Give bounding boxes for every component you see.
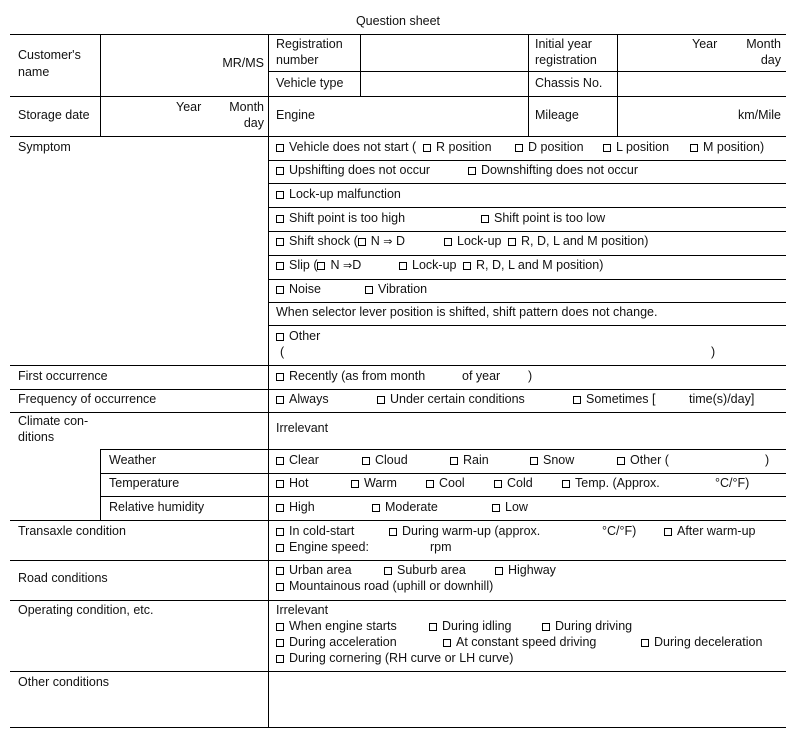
col-main: [268, 34, 269, 728]
checkbox-moderate[interactable]: [372, 504, 380, 512]
road-mountainous-text: Mountainous road (uphill or downhill): [289, 579, 494, 593]
weather-rain-text: Rain: [463, 453, 489, 467]
checkbox-shift-high[interactable]: [276, 215, 284, 223]
mileage-label: Mileage: [535, 108, 579, 122]
weather-clear-text: Clear: [289, 453, 319, 467]
rule-s4: [268, 231, 786, 232]
symptom-shift-high-text: Shift point is too high: [289, 211, 406, 225]
chassis-no-label: Chassis No.: [535, 76, 603, 90]
rule-bottom: [10, 727, 786, 728]
symptom-other: [276, 328, 320, 344]
first-occurrence-recently: [276, 368, 425, 384]
symptom-slip-lockup-text: Lock-up: [412, 258, 457, 272]
checkbox-slip-n-d[interactable]: [317, 262, 325, 270]
symptom-vibration-text: Vibration: [378, 282, 428, 296]
checkbox-idling[interactable]: [429, 623, 437, 631]
weather-other: [617, 452, 669, 468]
checkbox-engine-starts[interactable]: [276, 623, 284, 631]
weather-clear: [276, 452, 319, 468]
symptom-shift-shock: [276, 233, 405, 250]
checkbox-cold-start[interactable]: [276, 528, 284, 536]
km-mile: km/Mile: [737, 108, 781, 122]
checkbox-no-start[interactable]: [276, 144, 284, 152]
operating-cornering: [276, 650, 513, 666]
symptom-d-position-text: D position: [528, 140, 584, 154]
symptom-slip-text: Slip (: [289, 258, 318, 272]
rule-s2: [268, 183, 786, 184]
symptom-slip: [276, 257, 361, 274]
checkbox-driving[interactable]: [542, 623, 550, 631]
checkbox-downshift[interactable]: [468, 167, 476, 175]
climate-label-2: ditions: [18, 430, 55, 444]
col-climate-sub: [100, 449, 101, 520]
checkbox-deceleration[interactable]: [641, 639, 649, 647]
humidity-low: [492, 499, 528, 515]
road-suburb: [384, 562, 466, 578]
checkbox-suburb[interactable]: [384, 567, 392, 575]
rule-s1: [268, 160, 786, 161]
vehicle-type-label: Vehicle type: [276, 76, 344, 90]
rule-s6: [268, 279, 786, 280]
operating-driving-text: During driving: [555, 619, 633, 633]
checkbox-slip-lockup[interactable]: [399, 262, 407, 270]
checkbox-weather-other[interactable]: [617, 457, 625, 465]
symptom-other-open: (: [280, 345, 285, 359]
operating-acceleration: [276, 634, 397, 650]
operating-irrelevant: Irrelevant: [276, 603, 329, 617]
frequency-label: Frequency of occurrence: [18, 392, 157, 406]
symptom-shock-lockup: [444, 233, 501, 249]
checkbox-l-position[interactable]: [603, 144, 611, 152]
rule-storage: [10, 96, 786, 97]
engine-label: Engine: [276, 108, 315, 122]
checkbox-r-position[interactable]: [423, 144, 431, 152]
col-init: [528, 34, 529, 136]
temp-warm: [351, 475, 397, 491]
transaxle-engine-speed: [276, 539, 369, 555]
checkbox-low[interactable]: [492, 504, 500, 512]
symptom-downshift: [468, 162, 638, 178]
transaxle-cold-start: [276, 523, 354, 539]
temp-warm-text: Warm: [364, 476, 397, 490]
transaxle-after-warm-up-text: After warm-up: [677, 524, 756, 538]
weather-cloud-text: Cloud: [375, 453, 408, 467]
storage-year: Year: [176, 100, 202, 114]
checkbox-cold[interactable]: [494, 480, 502, 488]
symptom-slip-rdlm-text: R, D, L and M position): [476, 258, 604, 272]
operating-deceleration-text: During deceleration: [654, 635, 763, 649]
operating-idling: [429, 618, 511, 634]
symptom-other-text: Other: [289, 329, 321, 343]
rule-climate: [10, 412, 786, 413]
symptom-vibration: [365, 281, 427, 297]
checkbox-shift-low[interactable]: [481, 215, 489, 223]
checkbox-high[interactable]: [276, 504, 284, 512]
rule-vehicle: [268, 71, 786, 72]
slip-n: N: [330, 258, 340, 272]
checkbox-warm-up[interactable]: [389, 528, 397, 536]
temp-cold: [494, 475, 533, 491]
rule-s5: [268, 255, 786, 256]
checkbox-acceleration[interactable]: [276, 639, 284, 647]
symptom-shock-lockup-text: Lock-up: [457, 234, 502, 248]
shock-n: N: [370, 234, 380, 248]
humidity-label: Relative humidity: [109, 500, 205, 514]
operating-constant-speed: [443, 634, 596, 650]
initial-year-label-1: Initial year: [535, 37, 592, 51]
road-mountainous: [276, 578, 493, 594]
operating-idling-text: During idling: [442, 619, 512, 633]
checkbox-shift-shock[interactable]: [276, 238, 284, 246]
operating-acceleration-text: During acceleration: [289, 635, 397, 649]
road-highway-text: Highway: [508, 563, 556, 577]
checkbox-slip-rdlm[interactable]: [463, 262, 471, 270]
registration-label-2: number: [276, 53, 319, 67]
symptom-downshift-text: Downshifting does not occur: [481, 163, 639, 177]
weather-snow: [530, 452, 574, 468]
slip-d: D: [352, 258, 362, 272]
checkbox-certain-conditions[interactable]: [377, 396, 385, 404]
rule-transaxle: [10, 520, 786, 521]
storage-date-label: Storage date: [18, 108, 90, 122]
checkbox-shock-lockup[interactable]: [444, 238, 452, 246]
temp-unit: °C/°F): [715, 476, 750, 490]
operating-label: Operating condition, etc.: [18, 603, 154, 617]
checkbox-vibration[interactable]: [365, 286, 373, 294]
operating-constant-speed-text: At constant speed driving: [456, 635, 597, 649]
transaxle-warm-up: [389, 523, 540, 539]
checkbox-temp-approx[interactable]: [562, 480, 570, 488]
symptom-upshift: [276, 162, 430, 178]
frequency-times-day: time(s)/day]: [689, 392, 755, 406]
checkbox-after-warm-up[interactable]: [664, 528, 672, 536]
symptom-no-start-text: Vehicle does not start (: [289, 140, 417, 154]
first-occurrence-year: of year: [462, 369, 501, 383]
checkbox-cool[interactable]: [426, 480, 434, 488]
shock-d: D: [396, 234, 406, 248]
temp-cool: [426, 475, 465, 491]
symptom-shift-shock-text: Shift shock (: [289, 234, 358, 248]
weather-other-text: Other (: [630, 453, 669, 467]
customer-name-label-2: name: [18, 65, 50, 79]
operating-engine-starts-text: When engine starts: [289, 619, 397, 633]
initial-year-label-2: registration: [535, 53, 597, 67]
temp-hot: [276, 475, 308, 491]
transaxle-engine-speed-text: Engine speed:: [289, 540, 369, 554]
symptom-r-position-text: R position: [436, 140, 492, 154]
checkbox-warm[interactable]: [351, 480, 359, 488]
rule-humidity: [100, 496, 786, 497]
symptom-shock-rdlm: [508, 233, 648, 249]
symptom-slip-rdlm: [463, 257, 603, 273]
humidity-moderate: [372, 499, 438, 515]
checkbox-shock-n-d[interactable]: [358, 238, 366, 246]
weather-rain: [450, 452, 489, 468]
checkbox-highway[interactable]: [495, 567, 503, 575]
symptom-slip-lockup: [399, 257, 456, 273]
rule-other: [10, 671, 786, 672]
road-highway: [495, 562, 556, 578]
temp-approx-text: Temp. (Approx.: [575, 476, 660, 490]
operating-driving: [542, 618, 632, 634]
first-occurrence-recently-text: Recently (as from month: [289, 369, 426, 383]
checkbox-engine-speed[interactable]: [276, 544, 284, 552]
road-label: Road conditions: [18, 571, 108, 585]
transaxle-rpm: rpm: [430, 540, 452, 554]
symptom-m-position-text: M position): [703, 140, 765, 154]
frequency-always: [276, 391, 329, 407]
frequency-always-text: Always: [289, 392, 329, 406]
humidity-low-text: Low: [505, 500, 528, 514]
operating-engine-starts: [276, 618, 397, 634]
frequency-certain: [377, 391, 525, 407]
symptom-shock-rdlm-text: R, D, L and M position): [521, 234, 649, 248]
weather-snow-text: Snow: [543, 453, 575, 467]
checkbox-cloud[interactable]: [362, 457, 370, 465]
checkbox-sometimes[interactable]: [573, 396, 581, 404]
symptom-lockup: [276, 186, 401, 202]
registration-label-1: Registration: [276, 37, 343, 51]
checkbox-m-position[interactable]: [690, 144, 698, 152]
arrow-right-icon: ⇒: [343, 259, 353, 272]
weather-cloud: [362, 452, 408, 468]
mr-ms: MR/MS: [222, 56, 264, 70]
humidity-high: [276, 499, 315, 515]
checkbox-hot[interactable]: [276, 480, 284, 488]
symptom-l-position-text: L position: [616, 140, 670, 154]
checkbox-shock-rdlm[interactable]: [508, 238, 516, 246]
transaxle-label: Transaxle condition: [18, 524, 126, 538]
first-occurrence-label: First occurrence: [18, 369, 108, 383]
checkbox-slip[interactable]: [276, 262, 284, 270]
checkbox-lockup[interactable]: [276, 191, 284, 199]
symptom-upshift-text: Upshifting does not occur: [289, 163, 431, 177]
humidity-high-text: High: [289, 500, 315, 514]
road-suburb-text: Suburb area: [397, 563, 466, 577]
symptom-noise-text: Noise: [289, 282, 321, 296]
checkbox-urban[interactable]: [276, 567, 284, 575]
rule-first: [10, 365, 786, 366]
checkbox-cornering[interactable]: [276, 655, 284, 663]
rule-temperature: [100, 473, 786, 474]
storage-day: day: [243, 116, 264, 130]
temp-hot-text: Hot: [289, 476, 309, 490]
symptom-l-position: [603, 139, 669, 155]
checkbox-rain[interactable]: [450, 457, 458, 465]
checkbox-d-position[interactable]: [515, 144, 523, 152]
symptom-r-position: [423, 139, 492, 155]
operating-cornering-text: During cornering (RH curve or LH curve): [289, 651, 514, 665]
checkbox-recently[interactable]: [276, 373, 284, 381]
symptom-lockup-text: Lock-up malfunction: [289, 187, 401, 201]
road-urban-text: Urban area: [289, 563, 352, 577]
col-customer: [100, 34, 101, 136]
road-urban: [276, 562, 352, 578]
checkbox-always[interactable]: [276, 396, 284, 404]
transaxle-warm-up-text: During warm-up (approx.: [402, 524, 541, 538]
rule-symptom: [10, 136, 786, 137]
frequency-certain-text: Under certain conditions: [390, 392, 525, 406]
temp-cool-text: Cool: [439, 476, 465, 490]
question-sheet: [10, 8, 786, 728]
checkbox-mountainous[interactable]: [276, 583, 284, 591]
first-occurrence-close: ): [528, 369, 533, 383]
initial-year-day: day: [760, 53, 781, 67]
rule-operating: [10, 600, 786, 601]
symptom-shift-high: [276, 210, 405, 226]
customer-name-label-1: Customer's: [18, 48, 81, 62]
symptom-other-close: ): [711, 345, 716, 359]
checkbox-symptom-other[interactable]: [276, 333, 284, 341]
checkbox-constant-speed[interactable]: [443, 639, 451, 647]
initial-year-year: Year: [692, 37, 718, 51]
climate-label-1: Climate con-: [18, 414, 89, 428]
rule-s8: [268, 325, 786, 326]
symptom-shift-pattern: When selector lever position is shifted, shift pattern does not change.: [276, 305, 658, 319]
sheet-title: Question sheet: [10, 8, 786, 35]
transaxle-temp-unit: °C/°F): [602, 524, 637, 538]
arrow-right-icon: ⇒: [383, 235, 393, 248]
col-init-val: [617, 34, 618, 136]
weather-other-close: ): [765, 453, 770, 467]
symptom-noise: [276, 281, 321, 297]
symptom-label: Symptom: [18, 140, 71, 154]
checkbox-snow[interactable]: [530, 457, 538, 465]
weather-label: Weather: [109, 453, 157, 467]
rule-s7: [268, 302, 786, 303]
checkbox-clear[interactable]: [276, 457, 284, 465]
frequency-sometimes: [573, 391, 655, 407]
col-reg: [360, 34, 361, 96]
humidity-moderate-text: Moderate: [385, 500, 438, 514]
initial-year-month: Month: [746, 37, 781, 51]
symptom-m-position: [690, 139, 764, 155]
operating-deceleration: [641, 634, 762, 650]
frequency-sometimes-text: Sometimes [: [586, 392, 656, 406]
checkbox-upshift[interactable]: [276, 167, 284, 175]
transaxle-after-warm-up: [664, 523, 756, 539]
rule-s3: [268, 207, 786, 208]
rule-frequency: [10, 389, 786, 390]
symptom-shift-low: [481, 210, 605, 226]
rule-road: [10, 560, 786, 561]
transaxle-cold-start-text: In cold-start: [289, 524, 355, 538]
symptom-shift-low-text: Shift point is too low: [494, 211, 606, 225]
checkbox-noise[interactable]: [276, 286, 284, 294]
storage-month: Month: [229, 100, 264, 114]
rule-weather: [100, 449, 786, 450]
temperature-label: Temperature: [109, 476, 180, 490]
symptom-d-position: [515, 139, 584, 155]
other-conditions-label: Other conditions: [18, 675, 110, 689]
symptom-no-start: [276, 139, 416, 155]
climate-irrelevant: Irrelevant: [276, 421, 329, 435]
temp-approx: [562, 475, 660, 491]
temp-cold-text: Cold: [507, 476, 533, 490]
